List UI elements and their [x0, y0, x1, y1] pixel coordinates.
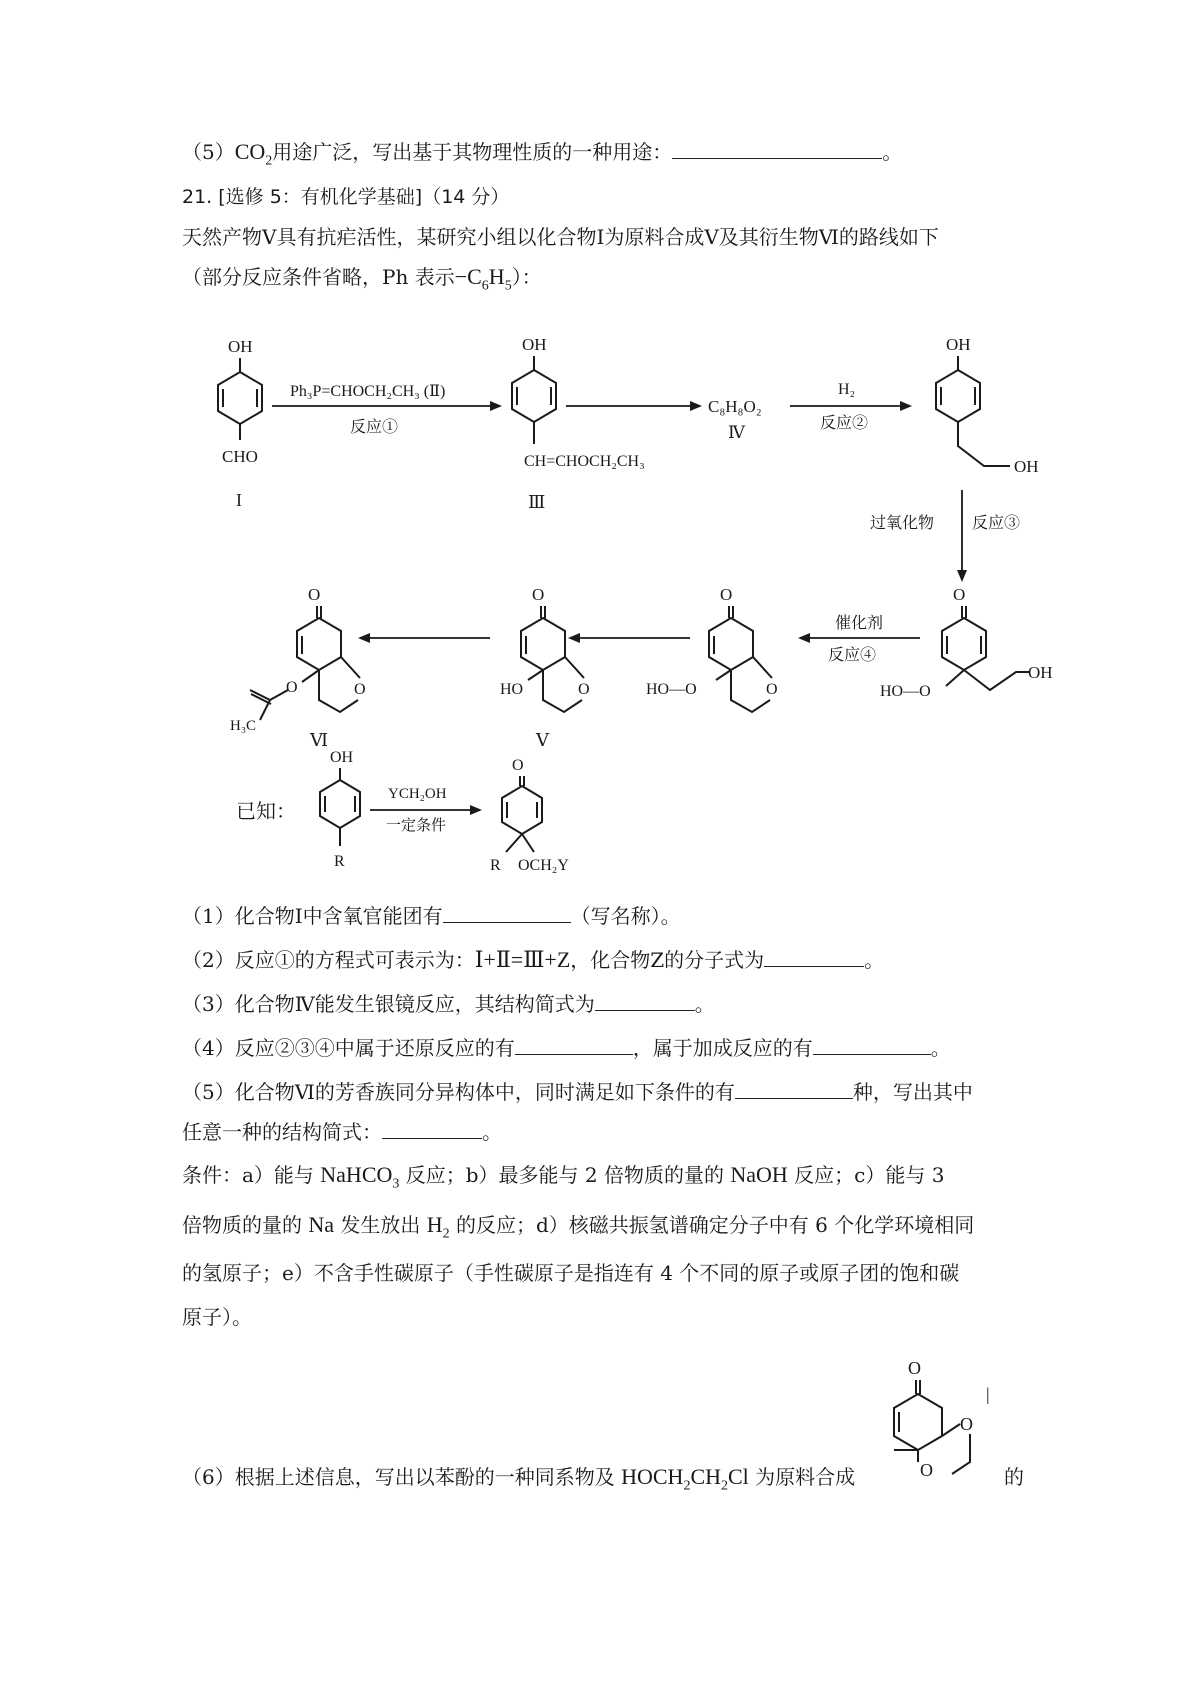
q4-blank-1[interactable] [515, 1032, 633, 1055]
q5-num: （5） [182, 140, 235, 164]
compound-VI-o: O [308, 585, 321, 604]
hoch2ch2cl-formula: $HOCH_2CH_2Cl$ [621, 1464, 749, 1494]
q2-equation: Ⅰ+Ⅱ=Ⅲ+Z [474, 947, 571, 972]
known-phenol-oh: OH [330, 749, 354, 766]
q5-text-c: 任意一种的结构简式： [182, 1120, 382, 1144]
compound-V-ring-o: O [578, 681, 590, 698]
compound-V-ho: HO [500, 681, 524, 698]
compound-tyrosol-structure [936, 335, 1039, 476]
known-r: R [334, 853, 345, 870]
reaction-1-label: 反应① [350, 419, 399, 436]
dienone-o: O [953, 585, 966, 604]
phenyl-formula: $-C_6H_5$ [454, 264, 512, 294]
q5-blank-1[interactable] [735, 1076, 853, 1099]
compound-VI-methyl: H₃C [230, 718, 257, 734]
condition-line-1 [182, 1160, 944, 1199]
q4-text: （4）反应②③④中属于还原反应的有 [182, 1036, 515, 1060]
compound-I-oh: OH [228, 337, 253, 356]
q21-intro-line1: 天然产物Ⅴ具有抗疟活性，某研究小组以化合物Ⅰ为原料合成Ⅴ及其衍生物Ⅵ的路线如下 [182, 225, 939, 249]
question-5-cont [182, 1116, 502, 1147]
cond2-text-c: 的反应；d）核磁共振氢谱确定分子中有 6 个化学环境相同 [449, 1213, 975, 1237]
arrow-reaction-2 [790, 381, 912, 432]
arrow-reaction-3 [870, 490, 1020, 582]
label-compound-IV: Ⅳ [728, 423, 745, 442]
q5-blank-2[interactable] [382, 1116, 482, 1139]
target-mark: | [986, 1384, 990, 1404]
question-2 [182, 944, 884, 975]
q2-blank[interactable] [764, 944, 864, 967]
question-1 [182, 900, 681, 931]
question-5 [182, 1076, 973, 1107]
question-3 [182, 988, 715, 1019]
dienone-hydroperoxy: HO—O [880, 683, 931, 700]
q5-end: 。 [882, 140, 903, 164]
reaction-2-label: 反应② [820, 415, 869, 432]
arrow-to-V [568, 633, 690, 643]
compound-I-cho: CHO [222, 447, 258, 466]
known-product-r: R [490, 857, 501, 874]
compound-I-structure [218, 337, 262, 510]
compound-VI-structure [230, 585, 366, 750]
condition-line-2 [182, 1210, 974, 1249]
target-o-top: O [908, 1358, 921, 1378]
reagent-h2: H₂ [838, 381, 856, 398]
cond2-text-b: 发生放出 [334, 1213, 427, 1237]
question-6 [182, 1462, 855, 1501]
reaction-4-label: 反应④ [828, 647, 877, 664]
q3-text: （3）化合物Ⅳ能发生银镜反应，其结构简式为 [182, 992, 595, 1016]
q2-end: 。 [864, 948, 885, 972]
compound-VI-ester-o: O [286, 679, 298, 696]
label-compound-I: I [236, 490, 242, 510]
known-product-och2y: OCH₂Y [518, 857, 569, 874]
known-reaction [236, 749, 569, 874]
compound-III-structure [512, 335, 645, 512]
q6-text-b: 为原料合成 [748, 1465, 856, 1489]
bicyclic-hp-ring-o: O [766, 681, 778, 698]
tyrosol-oh2: OH [1014, 457, 1039, 476]
co2-formula: $CO_2$ [234, 139, 273, 169]
q4-text-b: ，属于加成反应的有 [632, 1036, 813, 1060]
condition-line-4: 原子）。 [182, 1305, 252, 1329]
target-o2: O [920, 1460, 933, 1480]
reagent-II: Ph₃P=CHOCH₂CH₃ (Ⅱ) [290, 383, 446, 400]
na-formula: Na [308, 1212, 335, 1237]
bicyclic-hp-o: O [720, 585, 733, 604]
q2-text: （2）反应①的方程式可表示为： [182, 948, 475, 972]
reagent-catalyst: 催化剂 [835, 615, 884, 632]
q5-end: 。 [482, 1120, 502, 1144]
cond1-text-b: 反应；b）最多能与 2 倍物质的量的 [399, 1163, 731, 1187]
target-product-structure [880, 1350, 1020, 1530]
question-6-end: 的 [1004, 1465, 1024, 1489]
q5-text: 用途广泛，写出基于其物理性质的一种用途： [272, 140, 673, 164]
cond1-text-c: 反应；c）能与 3 [787, 1163, 945, 1187]
question-4 [182, 1032, 951, 1063]
q5-text-b: 种，写出其中 [852, 1080, 973, 1104]
bicyclic-hp-hydroperoxy: HO—O [646, 681, 697, 698]
dienone-oh: OH [1028, 663, 1053, 682]
q1-text: （1）化合物Ⅰ中含氧官能团有 [182, 904, 443, 928]
arrow-reaction-4 [798, 613, 920, 664]
known-label: 已知： [236, 801, 296, 823]
arrow-to-VI [358, 633, 490, 643]
naoh-formula: NaOH [730, 1162, 788, 1187]
reagent-peroxide: 过氧化物 [870, 515, 935, 532]
q3-blank[interactable] [595, 988, 695, 1011]
known-condition: 一定条件 [386, 818, 447, 834]
cond1-text: 条件：a）能与 [182, 1163, 321, 1187]
tyrosol-oh: OH [946, 335, 971, 354]
q6-text: （6）根据上述信息，写出以苯酚的一种同系物及 [182, 1465, 622, 1489]
q4-end: 。 [930, 1036, 951, 1060]
arrow-reaction-1 [272, 383, 502, 436]
q21-heading: 21. [选修 5：有机化学基础]（14 分） [182, 186, 510, 208]
compound-IV-formula: C₈H₈O₂ [708, 397, 762, 416]
q1-blank[interactable] [443, 900, 571, 923]
compound-V-structure [500, 585, 590, 750]
reaction-3-label: 反应③ [972, 515, 1021, 532]
compound-dienone-hydroperoxide [880, 585, 1053, 700]
intro2-end: ）： [511, 265, 542, 289]
compound-bicyclic-hydroperoxide [646, 585, 778, 712]
q1-end: （写名称）。 [570, 904, 681, 928]
cond2-text: 倍物质的量的 [182, 1213, 309, 1237]
label-compound-V: Ⅴ [536, 730, 549, 750]
arrow-to-IV [566, 401, 702, 411]
known-reagent: YCH₂OH [388, 786, 447, 802]
known-product-o: O [512, 757, 524, 774]
compound-III-side-chain: CH=CHOCH₂CH₃ [524, 453, 645, 470]
nahco3-formula: NaHCO$_3$ [320, 1162, 400, 1192]
label-compound-VI: Ⅵ [310, 730, 329, 750]
intro2-text: （部分反应条件省略，Ph 表示 [182, 265, 455, 289]
q3-end: 。 [694, 992, 715, 1016]
label-compound-III: Ⅲ [528, 492, 546, 512]
h2-formula: $H_2$ [426, 1212, 450, 1242]
q4-blank-2[interactable] [813, 1032, 931, 1055]
q5-text: （5）化合物Ⅵ的芳香族同分异构体中，同时满足如下条件的有 [182, 1080, 735, 1104]
q2-text-b: ，化合物Z的分子式为 [570, 948, 765, 972]
compound-VI-ring-o: O [354, 681, 366, 698]
condition-line-3: 的氢原子；e）不含手性碳原子（手性碳原子是指连有 4 个不同的原子或原子团的饱和碳 [182, 1261, 960, 1285]
target-o1: O [960, 1414, 973, 1434]
compound-V-o: O [532, 585, 545, 604]
compound-III-oh: OH [522, 335, 547, 354]
